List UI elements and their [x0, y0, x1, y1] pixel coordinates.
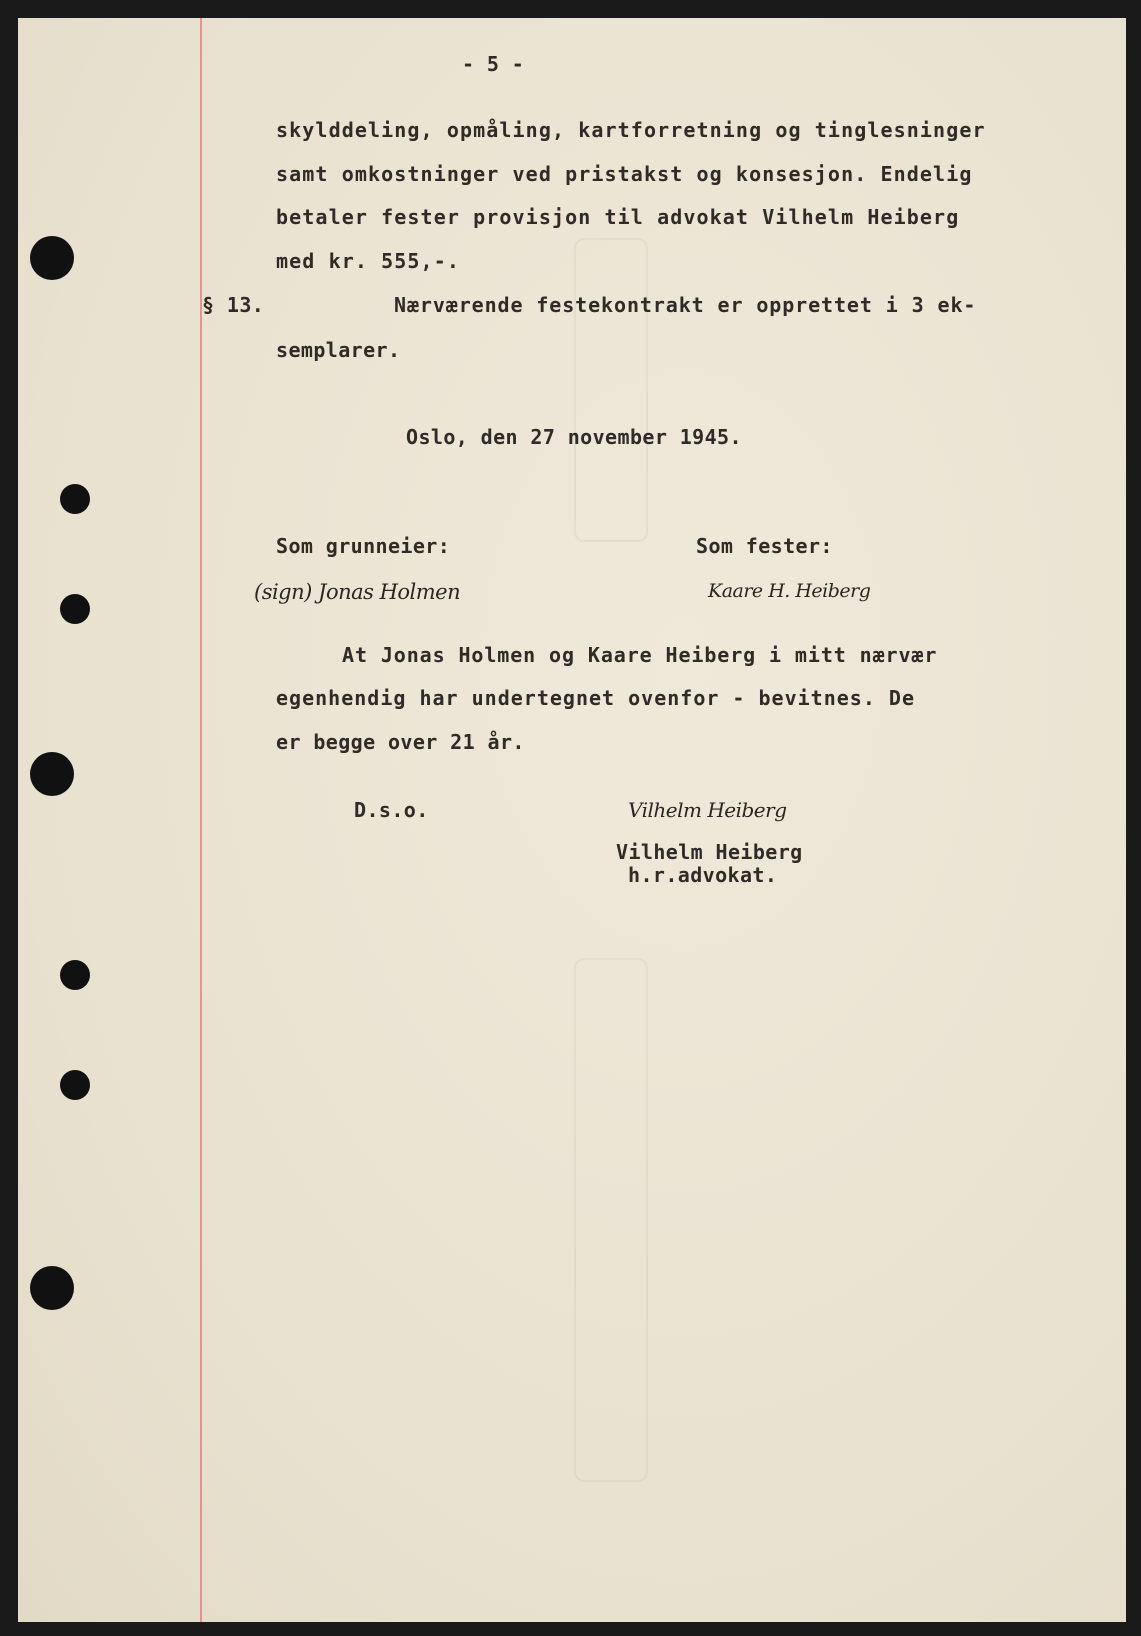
lessee-label: Som fester:	[696, 534, 833, 558]
binder-hole	[60, 1070, 90, 1100]
binder-hole	[60, 484, 90, 514]
bleed-through-mark	[574, 958, 648, 1482]
dso-mark: D.s.o.	[354, 798, 429, 822]
attorney-title: h.r.advokat.	[628, 863, 778, 887]
section-text: semplarer.	[276, 338, 401, 362]
lessee-signature: Kaare H. Heiberg	[708, 580, 871, 602]
body-line: med kr. 555,-.	[276, 249, 460, 273]
binder-hole	[60, 960, 90, 990]
document-page	[18, 18, 1126, 1622]
margin-rule	[200, 18, 202, 1622]
date-line: Oslo, den 27 november 1945.	[406, 425, 742, 449]
owner-signature: (sign) Jonas Holmen	[254, 580, 461, 604]
owner-label: Som grunneier:	[276, 534, 451, 558]
body-line: samt omkostninger ved pristakst og konsesjon. Endelig	[276, 162, 973, 186]
section-text: Nærværende festekontrakt er opprettet i 3 ek-	[394, 293, 977, 317]
page-number: - 5 -	[462, 52, 525, 76]
attorney-name: Vilhelm Heiberg	[616, 840, 803, 864]
attorney-signature: Vilhelm Heiberg	[628, 798, 787, 822]
body-line: betaler fester provisjon til advokat Vilhelm Heiberg	[276, 205, 960, 229]
binder-hole	[30, 1266, 74, 1310]
section-number: § 13.	[202, 293, 265, 317]
binder-hole	[30, 752, 74, 796]
binder-hole	[30, 236, 74, 280]
attestation-line: egenhendig har undertegnet ovenfor - bevitnes. De	[276, 686, 916, 710]
binder-hole	[60, 594, 90, 624]
attestation-line: At Jonas Holmen og Kaare Heiberg i mitt nærvær	[342, 643, 938, 667]
bleed-through-mark	[574, 238, 648, 542]
body-line: skylddeling, opmåling, kartforretning og tinglesninger	[276, 118, 986, 142]
attestation-line: er begge over 21 år.	[276, 730, 525, 754]
